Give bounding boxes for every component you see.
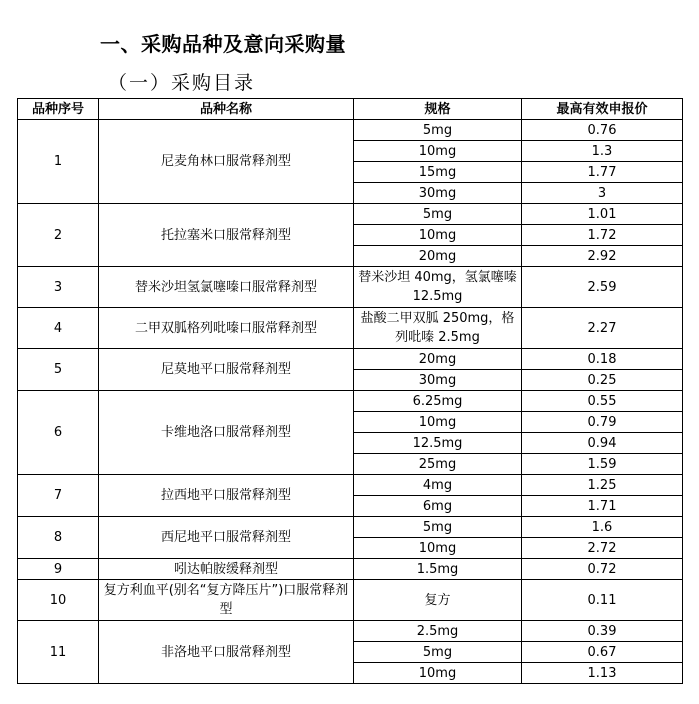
price-cell: 1.25	[522, 475, 683, 496]
spec-cell: 5mg	[354, 120, 522, 141]
item-name-cell: 吲达帕胺缓释剂型	[99, 559, 354, 580]
item-name-cell: 西尼地平口服常释剂型	[99, 517, 354, 559]
price-cell: 0.55	[522, 391, 683, 412]
spec-cell: 10mg	[354, 412, 522, 433]
spec-cell: 5mg	[354, 642, 522, 663]
item-name-cell: 二甲双胍格列吡嗪口服常释剂型	[99, 308, 354, 349]
item-number-cell: 6	[18, 391, 99, 475]
item-number-cell: 5	[18, 349, 99, 391]
price-cell: 1.01	[522, 204, 683, 225]
spec-cell: 20mg	[354, 246, 522, 267]
header-cell-name: 品种名称	[99, 99, 354, 120]
item-name-cell: 托拉塞米口服常释剂型	[99, 204, 354, 267]
item-number-cell: 7	[18, 475, 99, 517]
price-cell: 0.18	[522, 349, 683, 370]
table-row	[18, 308, 683, 349]
item-number-cell: 2	[18, 204, 99, 267]
spec-cell: 10mg	[354, 225, 522, 246]
price-cell: 1.13	[522, 663, 683, 684]
table-row	[18, 120, 683, 141]
item-name-cell: 卡维地洛口服常释剂型	[99, 391, 354, 475]
price-cell: 2.92	[522, 246, 683, 267]
spec-cell: 4mg	[354, 475, 522, 496]
table-row	[18, 475, 683, 496]
price-cell: 1.72	[522, 225, 683, 246]
header-cell-spec: 规格	[354, 99, 522, 120]
table-row	[18, 349, 683, 370]
spec-cell: 15mg	[354, 162, 522, 183]
price-cell: 3	[522, 183, 683, 204]
spec-cell: 6mg	[354, 496, 522, 517]
table-row	[18, 621, 683, 642]
item-number-cell: 4	[18, 308, 99, 349]
header-cell-price: 最高有效申报价	[522, 99, 683, 120]
item-name-cell: 复方利血平(别名“复方降压片”)口服常释剂型	[99, 580, 354, 621]
price-cell: 1.3	[522, 141, 683, 162]
spec-cell: 盐酸二甲双胍 250mg，格列吡嗪 2.5mg	[354, 308, 522, 349]
price-cell: 2.72	[522, 538, 683, 559]
price-cell: 2.59	[522, 267, 683, 308]
section-heading: 一、采购品种及意向采购量	[100, 32, 346, 56]
table-row	[18, 580, 683, 621]
item-name-cell: 非洛地平口服常释剂型	[99, 621, 354, 684]
spec-cell: 30mg	[354, 370, 522, 391]
procurement-table	[17, 98, 683, 684]
price-cell: 1.6	[522, 517, 683, 538]
item-name-cell: 尼莫地平口服常释剂型	[99, 349, 354, 391]
spec-cell: 10mg	[354, 141, 522, 162]
subsection-heading: （一）采购目录	[108, 72, 256, 94]
price-cell: 0.79	[522, 412, 683, 433]
item-number-cell: 11	[18, 621, 99, 684]
item-name-cell: 替米沙坦氢氯噻嗪口服常释剂型	[99, 267, 354, 308]
item-number-cell: 1	[18, 120, 99, 204]
table-row	[18, 204, 683, 225]
header-row	[18, 99, 683, 120]
item-name-cell: 尼麦角林口服常释剂型	[99, 120, 354, 204]
spec-cell: 5mg	[354, 517, 522, 538]
item-number-cell: 3	[18, 267, 99, 308]
price-cell: 0.25	[522, 370, 683, 391]
price-cell: 2.27	[522, 308, 683, 349]
spec-cell: 20mg	[354, 349, 522, 370]
header-cell-no: 品种序号	[18, 99, 99, 120]
spec-cell: 25mg	[354, 454, 522, 475]
price-cell: 0.94	[522, 433, 683, 454]
table-row	[18, 559, 683, 580]
spec-cell: 1.5mg	[354, 559, 522, 580]
item-number-cell: 10	[18, 580, 99, 621]
spec-cell: 复方	[354, 580, 522, 621]
price-cell: 0.72	[522, 559, 683, 580]
price-cell: 1.59	[522, 454, 683, 475]
spec-cell: 10mg	[354, 538, 522, 559]
price-cell: 0.39	[522, 621, 683, 642]
table-row	[18, 391, 683, 412]
spec-cell: 10mg	[354, 663, 522, 684]
spec-cell: 5mg	[354, 204, 522, 225]
price-cell: 1.71	[522, 496, 683, 517]
spec-cell: 12.5mg	[354, 433, 522, 454]
item-number-cell: 8	[18, 517, 99, 559]
spec-cell: 6.25mg	[354, 391, 522, 412]
spec-cell: 替米沙坦 40mg，氢氯噻嗪 12.5mg	[354, 267, 522, 308]
spec-cell: 30mg	[354, 183, 522, 204]
table-row	[18, 517, 683, 538]
table-row	[18, 267, 683, 308]
spec-cell: 2.5mg	[354, 621, 522, 642]
price-cell: 0.67	[522, 642, 683, 663]
item-number-cell: 9	[18, 559, 99, 580]
price-cell: 0.76	[522, 120, 683, 141]
price-cell: 1.77	[522, 162, 683, 183]
item-name-cell: 拉西地平口服常释剂型	[99, 475, 354, 517]
price-cell: 0.11	[522, 580, 683, 621]
